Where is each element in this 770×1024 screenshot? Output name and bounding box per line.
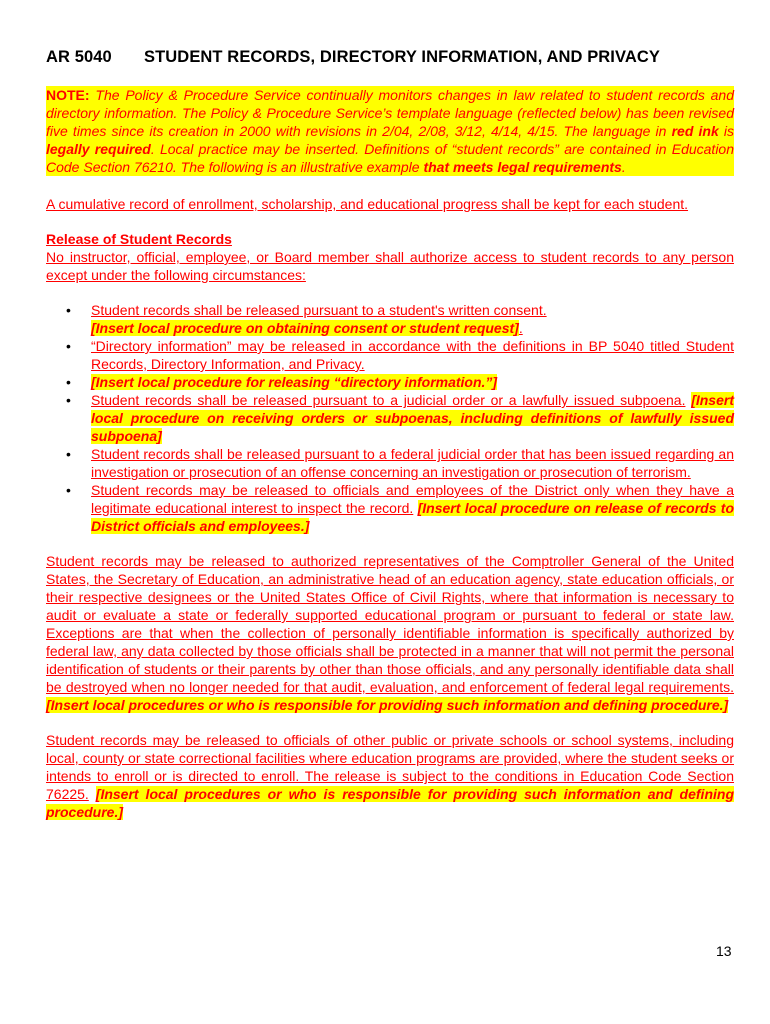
note-meets: that meets legal requirements (423, 159, 622, 175)
cumulative-record-paragraph: A cumulative record of enrollment, scholarship, and educational progress shall be kept for each student. (46, 196, 689, 212)
other-schools-paragraph (46, 731, 734, 821)
list-item (46, 391, 734, 445)
note-label: NOTE: (46, 87, 90, 103)
bullet-1-text: Student records shall be released pursuant to a student's written consent. (91, 302, 547, 318)
bullet-4-text: Student records shall be released pursuant to a judicial order or a lawfully issued subpoena. (91, 392, 686, 408)
bullet-2-text: “Directory information” may be released in accordance with the definitions in BP 5040 titled Student Records, Directory Information, and Privacy. (91, 338, 734, 372)
comptroller-insert: [Insert local procedures or who is responsible for providing such information and defining procedure.] (46, 697, 729, 713)
bullet-6-text: Student records may be released to officials and employees of the District only when they have a legitimate educational interest to inspect the record. (91, 482, 734, 516)
release-heading: Release of Student Records (46, 231, 232, 247)
list-item (46, 337, 734, 373)
note-red-ink: red ink (671, 123, 719, 139)
other-schools-text: Student records may be released to officials of other public or private schools or school systems, including local, county or state correctional facilities where education programs are provided, where the student seeks or intends to enroll or is directed to enroll. The release is subject to the conditions in Education Code Section 76225. (46, 732, 734, 802)
bullet-5-text: Student records shall be released pursuant to a federal judicial order that has been issued regarding an investigation or prosecution of an offense concerning an investigation or prosecution of terrorism. (91, 446, 734, 480)
note-text-1: The Policy & Procedure Service continually monitors changes in law related to student records and directory information. The Policy & Procedure Service’s template language (reflected below) has been revised five times since its creation in 2000 with revisions in 2/04, 2/08, 3/12, 4/14, 4/15. The language in (46, 87, 735, 139)
note-paragraph (46, 86, 734, 176)
page-number: 13 (716, 943, 732, 959)
bullet-6-insert: [Insert local procedure on release of records to District officials and employees.] (91, 500, 734, 534)
release-intro: No instructor, official, employee, or Board member shall authorize access to student records to any person except under the following circumstances: (46, 249, 734, 283)
release-section (46, 230, 734, 284)
bullet-icon: • (66, 392, 71, 408)
policy-code: AR 5040 (46, 48, 112, 66)
comptroller-paragraph (46, 552, 734, 714)
bullet-1-insert: [Insert local procedure on obtaining consent or student request] (91, 320, 519, 336)
document-page (46, 48, 734, 838)
bullet-icon: • (66, 302, 71, 318)
other-schools-insert: [Insert local procedures or who is responsible for providing such information and defining procedure.] (46, 786, 734, 820)
bullet-4-insert: [Insert local procedure on receiving orders or subpoenas, including definitions of lawfully issued subpoena] (91, 392, 734, 444)
list-item (46, 301, 734, 337)
note-legally-required: legally required (46, 141, 151, 157)
note-text-4: . (621, 159, 626, 175)
bullet-icon: • (66, 446, 71, 462)
bullet-icon: • (66, 482, 71, 498)
bullet-icon: • (66, 338, 71, 354)
bullet-3-insert: [Insert local procedure for releasing “directory information.”] (91, 374, 498, 390)
list-item (46, 445, 734, 481)
title-text: STUDENT RECORDS, DIRECTORY INFORMATION, AND PRIVACY (144, 48, 661, 66)
bullet-1-tail: . (518, 320, 523, 336)
note-text-2: is (718, 123, 734, 139)
note-text-3: . Local practice may be inserted. Definitions of “student records” are contained in Education Code Section 76210. The following is an illustrative example (46, 141, 735, 175)
comptroller-text: Student records may be released to authorized representatives of the Comptroller General of the United States, the Secretary of Education, an administrative head of an education agency, state education officials, or their respective designees or the United States Office of Civil Rights, where that information is necessary to audit or evaluate a state or federally supported educational program or pursuant to federal or state law. Exceptions are that when the collection of personally identifiable information is specifically authorized by federal law, any data collected by those officials shall be protected in a manner that will not permit the personal identification of students or their parents by other than those officials, and any personally identifiable data shall be destroyed when no longer needed for that audit, evaluation, and enforcement of federal legal requirements. (46, 553, 734, 695)
document-title (46, 48, 734, 67)
release-conditions-list (46, 301, 734, 535)
list-item (46, 373, 734, 391)
list-item (46, 481, 734, 535)
bullet-icon: • (66, 374, 71, 390)
